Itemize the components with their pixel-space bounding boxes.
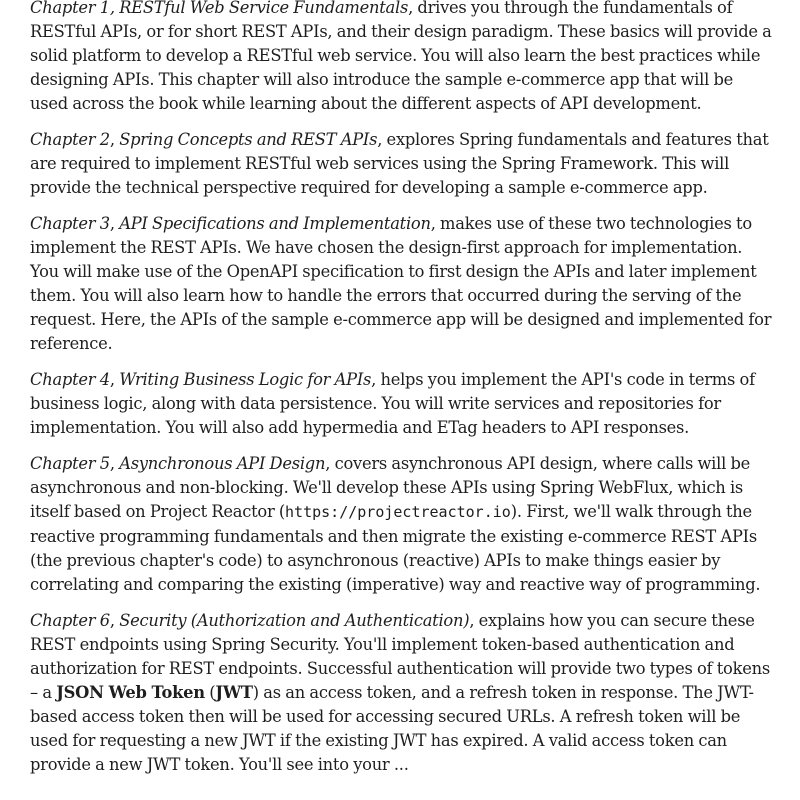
paragraph-chapter-6: Chapter 6, Security (Authorization and Authentication), explains how you can secure these REST endpoints using Spring Security. You'll implement token-based authentication and authorization for REST endpoints. Successful authentication will provide two types of tokens – a JSON Web Token (JWT) as an access token, and a refresh token in response. The JWT-based access token then will be used for accessing secured URLs. A refresh token will be used for requesting a new JWT if the existing JWT has expired. A valid access token can provide a new JWT token. You'll see into your ... bbox=[30, 611, 770, 774]
chapter-label: Chapter 1 bbox=[30, 0, 110, 17]
chapter-title: Asynchronous API Design bbox=[119, 454, 326, 474]
bold-abbr-jwt: JWT bbox=[215, 683, 253, 703]
paragraph-chapter-3: Chapter 3, API Specifications and Implementation, makes use of these two technologies to implement the REST APIs. We have chosen the design-first approach for implementation. You will make use of the OpenAPI specification to first design the APIs and later implement them. You will also learn how to handle the errors that occurred during the serving of the request. Here, the APIs of the sample e-commerce app will be designed and implemented for reference. bbox=[30, 214, 772, 353]
project-reactor-link[interactable]: https://projectreactor.io bbox=[285, 503, 511, 522]
chapter-description: , helps you implement the API's code in terms of business logic, along with data persistence. You will write services and repositories for implementation. You will also add hypermedia and ETag headers to API responses. bbox=[30, 370, 755, 437]
chapter-label: Chapter 4 bbox=[30, 370, 110, 390]
chapter-label: Chapter 2 bbox=[30, 130, 110, 150]
chapter-title: Spring Concepts and REST APIs bbox=[119, 130, 378, 150]
chapter-label: Chapter 6 bbox=[30, 611, 110, 631]
chapter-label: Chapter 5 bbox=[30, 454, 110, 474]
chapter-description: , explains how you can secure these REST endpoints using Spring Security. You'll implement token-based authentication and authorization for REST endpoints. Successful authentication will provide two types of tokens – a bbox=[30, 611, 770, 703]
chapter-title: Writing Business Logic for APIs bbox=[119, 370, 372, 390]
chapter-description: , covers asynchronous API design, where calls will be asynchronous and non-blocking. We'll develop these APIs using Spring WebFlux, which is itself based on Project Reactor ( bbox=[30, 454, 751, 522]
chapter-description-cont: ). First, we'll walk through the reactive programming fundamentals and then migrate the existing e-commerce REST APIs (the previous chapter's code) to asynchronous (reactive) APIs to make things easier by correlating and comparing the existing (imperative) way and reactive way of programming. bbox=[30, 502, 761, 594]
bold-term-jwt: JSON Web Token bbox=[56, 683, 205, 703]
chapter-label: Chapter 3 bbox=[30, 214, 110, 234]
paren-open: ( bbox=[204, 683, 216, 703]
chapter-title: Security (Authorization and Authentication) bbox=[119, 611, 470, 631]
document-page bbox=[30, 0, 775, 789]
chapter-description-cont: ) as an access token, and a refresh token in response. The JWT-based access token then will be used for accessing secured URLs. A refresh token will be used for requesting a new JWT if the existing JWT has expired. A valid access token can provide a new JWT token. You'll see into your ... bbox=[30, 683, 754, 774]
paragraph-chapter-2: Chapter 2, Spring Concepts and REST APIs, explores Spring fundamentals and features that are required to implement RESTful web services using the Spring Framework. This will provide the technical perspective required for developing a sample e-commerce app. bbox=[30, 130, 769, 197]
paragraph-chapter-4: Chapter 4, Writing Business Logic for APIs, helps you implement the API's code in terms of business logic, along with data persistence. You will write services and repositories for implementation. You will also add hypermedia and ETag headers to API responses. bbox=[30, 370, 755, 437]
paragraph-chapter-1: Chapter 1, RESTful Web Service Fundamentals, drives you through the fundamentals of RESTful APIs, or for short REST APIs, and their design paradigm. These basics will provide a solid platform to develop a RESTful web service. You will also learn the best practices while designing APIs. This chapter will also introduce the sample e-commerce app that will be used across the book while learning about the different aspects of API development. bbox=[30, 0, 772, 113]
chapter-description: , makes use of these two technologies to implement the REST APIs. We have chosen the design-first approach for implementation. You will make use of the OpenAPI specification to first design the APIs and later implement them. You will also learn how to handle the errors that occurred during the serving of the request. Here, the APIs of the sample e-commerce app will be designed and implemented for reference. bbox=[30, 214, 772, 353]
chapter-title: RESTful Web Service Fundamentals bbox=[119, 0, 409, 17]
chapter-description: , explores Spring fundamentals and features that are required to implement RESTful web services using the Spring Framework. This will provide the technical perspective required for developing a sample e-commerce app. bbox=[30, 130, 769, 197]
chapter-description: , drives you through the fundamentals of RESTful APIs, or for short REST APIs, and their design paradigm. These basics will provide a solid platform to develop a RESTful web service. You will also learn the best practices while designing APIs. This chapter will also introduce the sample e-commerce app that will be used across the book while learning about the different aspects of API development. bbox=[30, 0, 772, 113]
paragraph-chapter-5: Chapter 5, Asynchronous API Design, covers asynchronous API design, where calls will be asynchronous and non-blocking. We'll develop these APIs using Spring WebFlux, which is itself based on Project Reactor (https://projectreactor.io). First, we'll walk through the reactive programming fundamentals and then migrate the existing e-commerce REST APIs (the previous chapter's code) to asynchronous (reactive) APIs to make things easier by correlating and comparing the existing (imperative) way and reactive way of programming. bbox=[30, 454, 761, 594]
chapter-title: API Specifications and Implementation bbox=[119, 214, 431, 234]
